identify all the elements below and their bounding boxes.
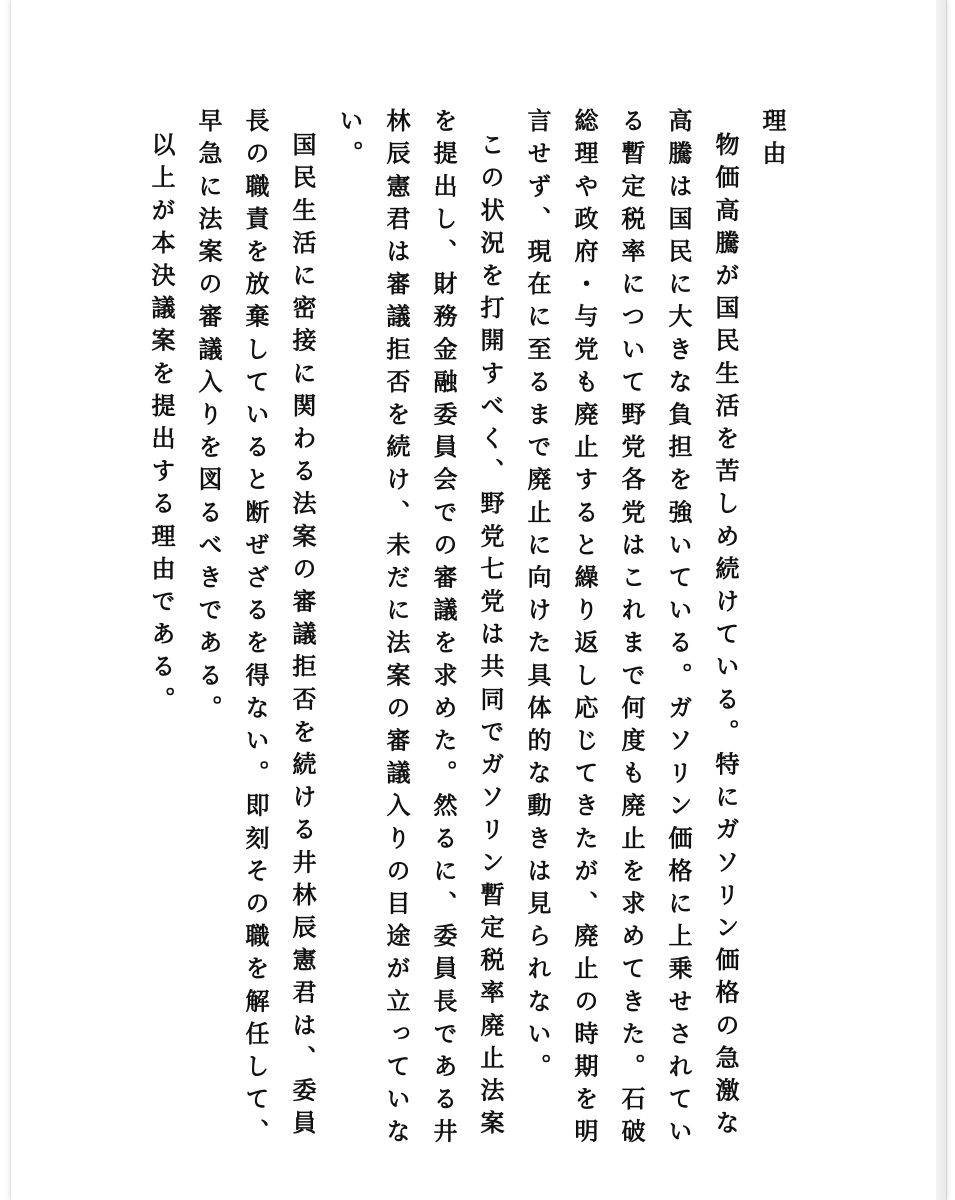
paragraph-3: 国民生活に密接に関わる法案の審議拒否を続ける井林辰憲君は、委員長の職責を放棄していると断ぜざるを得ない。即刻その職を解任して、早急に法案の審議入りを図るべきである。 xyxy=(194,108,317,1152)
document-page xyxy=(10,0,947,1200)
paragraph-4: 以上が本決議案を提出する理由である。 xyxy=(147,132,176,719)
section-heading: 理由 xyxy=(758,108,787,174)
vertical-text-body xyxy=(138,108,796,1168)
page-edge-shadow xyxy=(936,0,946,1200)
paragraph-1: 物価高騰が国民生活を苦しめ続けている。特にガソリン価格の急激な高騰は国民に大きな負担を強いている。ガソリン価格に上乗せされている暫定税率について野党各党はこれまで何度も廃止を求めてきた。石破総理や政府・与党も廃止すると繰り返し応じてきたが、廃止の時期を明言せず、現在に至るまで廃止に向けた具体的な動きは見られない。 xyxy=(523,108,740,1152)
paragraph-2: この状況を打開すべく、野党七党は共同でガソリン暫定税率廃止法案を提出し、財務金融委員会での審議を求めた。然るに、委員長である井林辰憲君は審議拒否を続け、未だに法案の審議入りの目途が立っていない。 xyxy=(335,108,505,1152)
